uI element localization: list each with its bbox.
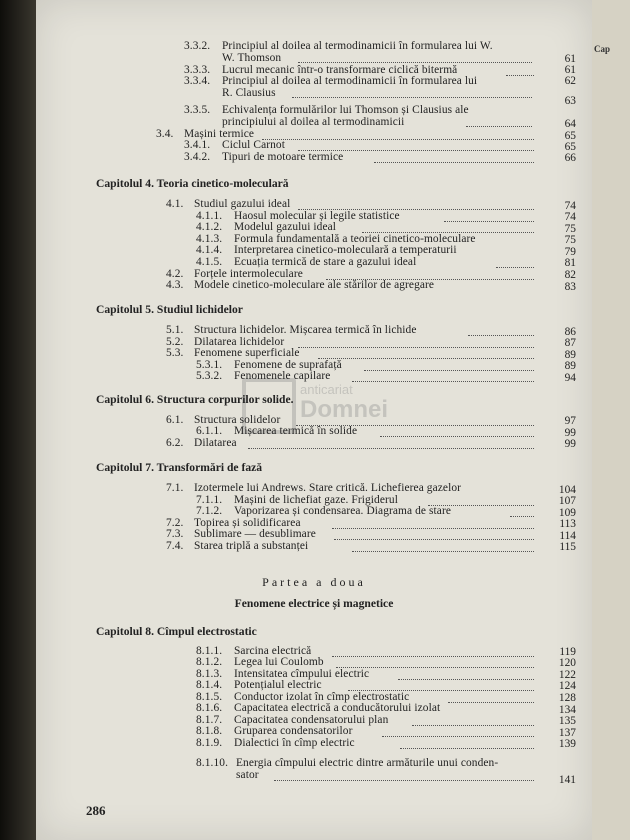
toc-page: 97 — [564, 415, 576, 427]
toc-page: 62 — [564, 75, 576, 87]
toc-page: 99 — [564, 427, 576, 439]
toc-page: 75 — [564, 223, 576, 235]
chapter-heading: Capitolul 4. Teoria cinetico-moleculară — [96, 177, 289, 190]
toc-page: 74 — [564, 211, 576, 223]
toc-page: 65 — [564, 141, 576, 153]
toc-entry: 6.1.1. Mișcarea termică în solide — [196, 425, 358, 437]
toc-page: 75 — [564, 234, 576, 246]
toc-entry: 8.1.4. Potențialul electric — [196, 679, 322, 691]
toc-entry: 7.1. Izotermele lui Andrews. Stare critică. Lichefierea gazelor — [166, 482, 462, 494]
toc-page: 122 — [558, 669, 576, 681]
toc-page: 65 — [564, 130, 576, 142]
toc-entry: 8.1.6. Capacitatea electrică a conducătorului izolat — [196, 702, 441, 714]
toc-entry: 4.2. Forțele intermoleculare — [166, 268, 303, 280]
toc-entry: 3.3.4. Principiul al doilea al termodinamicii în formularea lui — [184, 75, 478, 87]
part-title: Partea a doua — [262, 575, 366, 589]
watermark-line1: anticariat — [300, 382, 353, 397]
toc-page: 104 — [558, 484, 576, 496]
toc-page: 83 — [564, 281, 576, 293]
toc-page: 86 — [564, 326, 576, 338]
toc-entry: 5.3.2. Fenomenele capilare — [196, 370, 331, 382]
toc-page: 120 — [558, 657, 576, 669]
toc-page: 74 — [564, 200, 576, 212]
toc-entry: 3.4.2. Tipuri de motoare termice — [184, 151, 344, 163]
toc-entry: principiului al doilea al termodinamicii — [222, 116, 405, 128]
toc-entry: 5.2. Dilatarea lichidelor — [166, 336, 285, 348]
toc-entry: 7.1.2. Vaporizarea și condensarea. Diagrama de stare — [196, 505, 452, 517]
watermark-line2: Domnei — [300, 396, 389, 423]
toc-entry: 4.1.2. Modelul gazului ideal — [196, 221, 337, 233]
toc-page: 114 — [559, 530, 576, 542]
toc-entry: 4.1.5. Ecuația termică de stare a gazului ideal — [196, 256, 417, 268]
adjacent-page-edge — [592, 0, 630, 840]
toc-page: 115 — [559, 541, 576, 553]
toc-entry: 7.4. Starea triplă a substanței — [166, 540, 309, 552]
toc-page: 137 — [558, 727, 576, 739]
toc-entry: 4.3. Modele cinetico-moleculare ale stărilor de agregare — [166, 279, 435, 291]
toc-page: 94 — [564, 372, 576, 384]
chapter-heading: Capitolul 8. Cîmpul electrostatic — [96, 625, 257, 638]
toc-page: 64 — [564, 118, 576, 130]
toc-entry: 6.1. Structura solidelor — [166, 414, 281, 426]
toc-page: 82 — [564, 269, 576, 281]
toc-entry: sator — [236, 769, 259, 781]
toc-page: 141 — [558, 774, 576, 786]
toc-page: 128 — [558, 692, 576, 704]
toc-page: 63 — [564, 95, 576, 107]
toc-page: 61 — [564, 64, 576, 76]
toc-page: 109 — [558, 507, 576, 519]
book-page — [36, 0, 592, 840]
side-fragment-text: Cap — [594, 44, 611, 54]
toc-page: 124 — [558, 680, 576, 692]
toc-entry: 6.2. Dilatarea — [166, 437, 237, 449]
toc-page: 134 — [558, 704, 576, 716]
chapter-heading: Capitolul 5. Studiul lichidelor — [96, 303, 243, 316]
toc-entry: 8.1.10. Energia cîmpului electric dintre armăturile unui conden- — [196, 757, 499, 769]
toc-entry: 8.1.7. Capacitatea condensatorului plan — [196, 714, 389, 726]
section-title: Fenomene electrice și magnetice — [234, 597, 394, 610]
toc-entry: 8.1.2. Legea lui Coulomb — [196, 656, 324, 668]
toc-page: 119 — [559, 646, 576, 658]
toc-page: 113 — [559, 518, 576, 530]
toc-entry: 4.1. Studiul gazului ideal — [166, 198, 291, 210]
toc-entry: 5.3. Fenomene superficiale — [166, 347, 300, 359]
toc-entry: 3.3.5. Echivalența formulărilor lui Thomson și Clausius ale — [184, 104, 469, 116]
toc-page: 79 — [564, 246, 576, 258]
toc-entry: 8.1.1. Sarcina electrică — [196, 645, 312, 657]
toc-entry: 8.1.8. Gruparea condensatorilor — [196, 725, 353, 737]
toc-entry: 3.4. Mașini termice — [156, 128, 255, 140]
toc-entry: 7.3. Sublimare — desublimare — [166, 528, 316, 540]
toc-entry: 8.1.5. Conductor izolat în cîmp electrostatic — [196, 691, 410, 703]
toc-entry: 3.3.2. Principiul al doilea al termodinamicii în formularea lui W. — [184, 40, 493, 52]
toc-entry: 5.1. Structura lichidelor. Mișcarea termică în lichide — [166, 324, 417, 336]
toc-entry: 4.1.1. Haosul molecular și legile statistice — [196, 210, 400, 222]
page-number: 286 — [86, 803, 106, 818]
toc-entry: 3.3.3. Lucrul mecanic într-o transformare ciclică bitermă — [184, 64, 458, 76]
toc-entry: R. Clausius — [222, 87, 276, 99]
toc-entry: 4.1.4. Interpretarea cinetico-moleculară a temperaturii — [196, 244, 457, 256]
chapter-heading: Capitolul 7. Transformări de fază — [96, 461, 263, 474]
toc-entry: 4.1.3. Formula fundamentală a teoriei cinetico-moleculare — [196, 233, 476, 245]
toc-entry: 5.3.1. Fenomene de suprafață — [196, 359, 342, 371]
toc-page: 99 — [564, 438, 576, 450]
toc-entry: 8.1.3. Intensitatea cîmpului electric — [196, 668, 370, 680]
book-gutter-shadow — [0, 0, 36, 840]
toc-page: 139 — [558, 738, 576, 750]
toc-page: 61 — [564, 53, 576, 65]
toc-entry: 7.2. Topirea și solidificarea — [166, 517, 301, 529]
toc-entry: 7.1.1. Mașini de lichefiat gaze. Frigiderul — [196, 494, 398, 506]
toc-entry: 3.4.1. Ciclul Carnot — [184, 139, 285, 151]
toc-page: 107 — [558, 495, 576, 507]
toc-page: 135 — [558, 715, 576, 727]
toc-entry: W. Thomson — [222, 52, 282, 64]
toc-page: 87 — [564, 337, 576, 349]
toc-page: 81 — [564, 257, 576, 269]
toc-page: 89 — [564, 360, 576, 372]
toc-page: 66 — [564, 152, 576, 164]
toc-page: 89 — [564, 349, 576, 361]
toc-entry: 8.1.9. Dialectici în cîmp electric — [196, 737, 355, 749]
chapter-heading: Capitolul 6. Structura corpurilor solide. — [96, 393, 294, 406]
